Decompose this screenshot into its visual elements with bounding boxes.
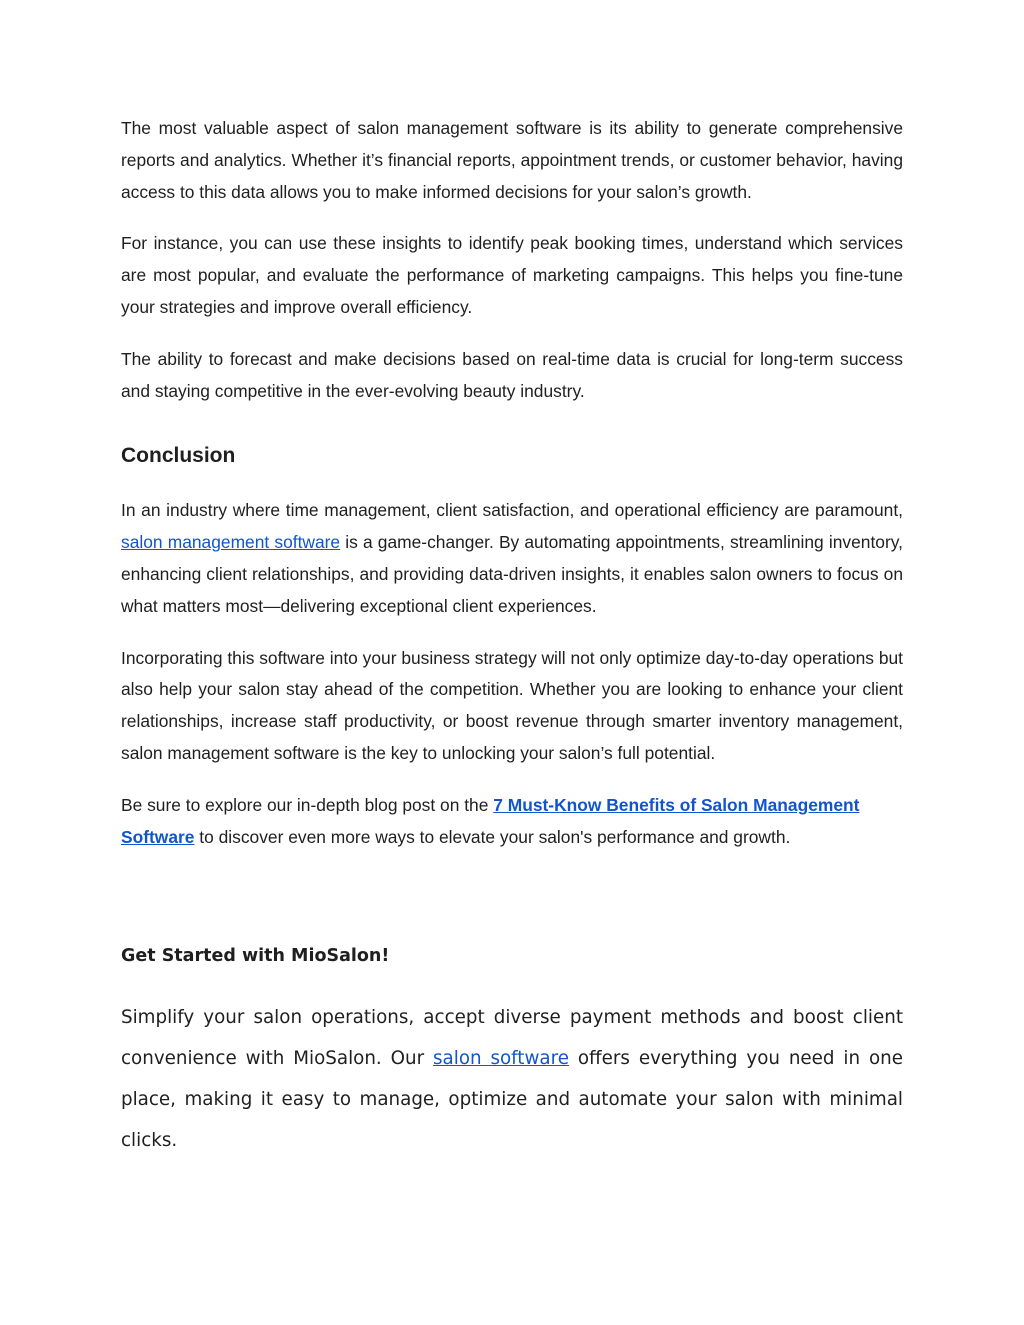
- paragraph-conclusion-strategy: Incorporating this software into your business strategy will not only optimize day-to-day operations but also help your salon stay ahead of the competition. Whether you are looking to enhance your client relationships, increase staff productivity, or boost revenue through smarter inventory management, salon management software is the key to unlocking your salon’s full potential.: [121, 647, 904, 763]
- paragraph-blog-post: [121, 790, 903, 854]
- paragraph-insights: For instance, you can use these insights to identify peak booking times, understand which services are most popular, and evaluate the performance of marketing campaigns. This helps you fine-tune your strategies and improve overall efficiency.: [121, 233, 903, 317]
- paragraph-conclusion-intro: [121, 495, 903, 622]
- conclusion-heading: Conclusion: [121, 444, 236, 468]
- paragraph-forecast: The ability to forecast and make decisions based on real-time data is crucial for long-term success and staying competitive in the ever-evolving beauty industry.: [121, 348, 903, 401]
- benefits-blog-post-link[interactable]: 7 Must-Know Benefits of Salon Management Software: [121, 794, 860, 847]
- get-started-text-after: offers everything you need in one place, making it easy to manage, optimize and automate your salon with minimal clicks.: [121, 1048, 903, 1152]
- document-page: [121, 113, 903, 1161]
- salon-software-link[interactable]: salon software: [433, 1048, 569, 1070]
- paragraph-reports-analytics: The most valuable aspect of salon management software is its ability to generate comprehensive reports and analytics. Whether it’s financial reports, appointment trends, or customer behavior, having access to this data allows you to make informed decisions for your salon’s growth.: [121, 118, 903, 202]
- blog-post-text-before: Be sure to explore our in-depth blog post on the: [121, 794, 494, 815]
- conclusion-intro-text-before: In an industry where time management, client satisfaction, and operational efficiency are paramount,: [121, 500, 903, 521]
- conclusion-intro-text-after: is a game-changer. By automating appointments, streamlining inventory, enhancing client relationships, and providing data-driven insights, it enables salon owners to focus on what matters most—delivering exceptional client experiences.: [121, 532, 903, 616]
- blog-post-text-after: to discover even more ways to elevate your salon's performance and growth.: [194, 826, 791, 847]
- get-started-heading: Get Started with MioSalon!: [121, 946, 390, 967]
- paragraph-get-started: [121, 997, 903, 1161]
- get-started-text-before: Simplify your salon operations, accept diverse payment methods and boost client convenience with MioSalon. Our: [121, 1007, 903, 1070]
- salon-management-software-link[interactable]: salon management software: [121, 532, 341, 553]
